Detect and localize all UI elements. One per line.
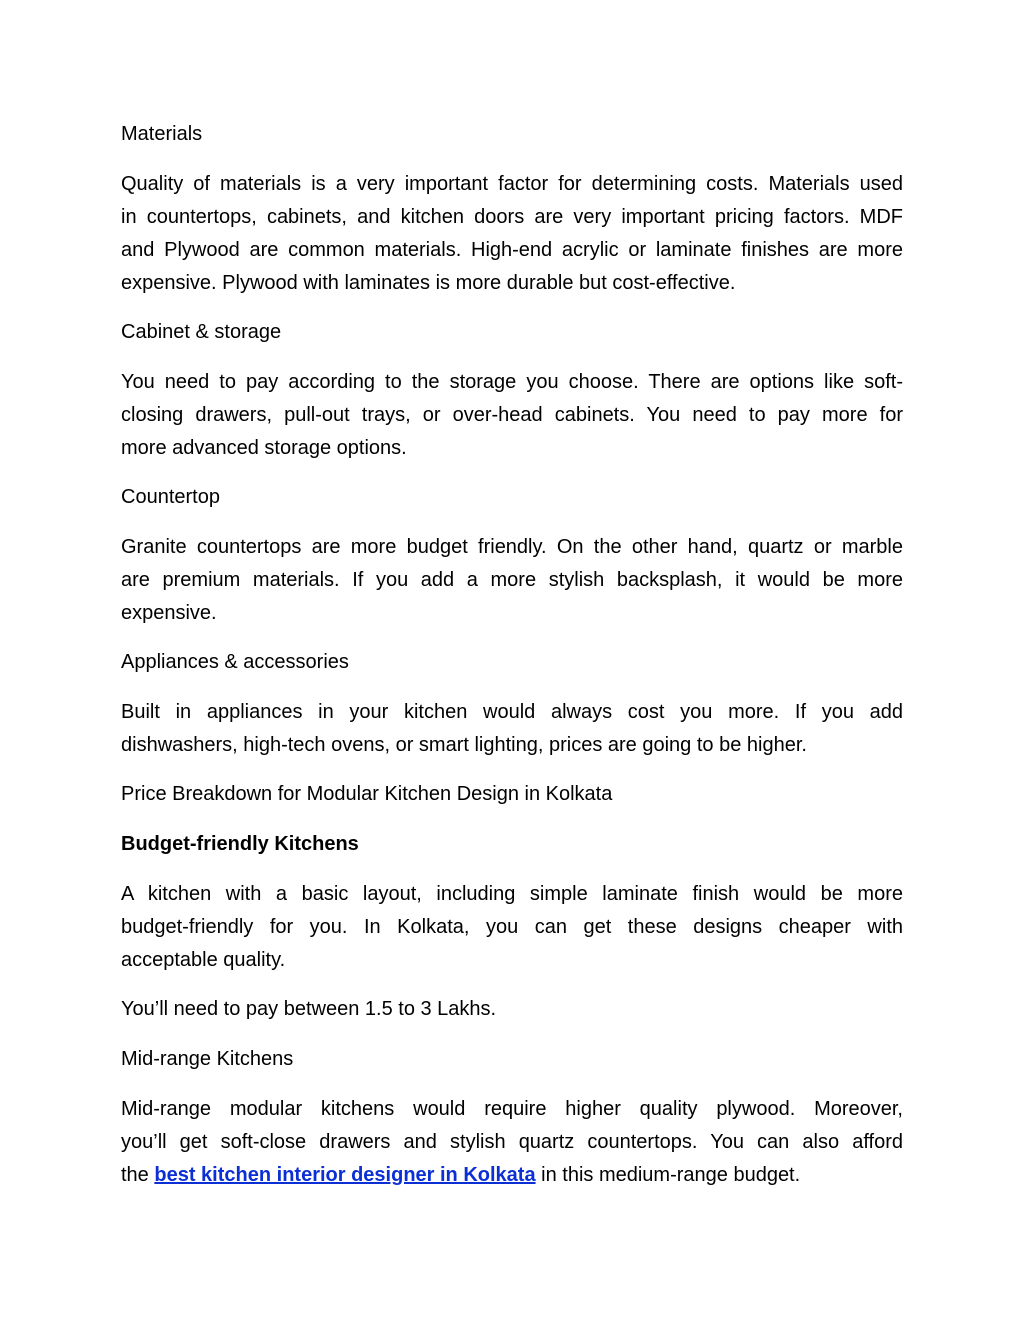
budget-line-1: A kitchen with a basic layout, including simple laminate finish would be more — [121, 883, 903, 905]
midrange-line-2: you’ll get soft-close drawers and stylish quartz countertops. You can also afford — [121, 1131, 903, 1153]
cabinet-heading: Cabinet & storage — [121, 321, 282, 343]
appliances-heading: Appliances & accessories — [121, 651, 349, 673]
midrange-line-3 — [121, 1159, 903, 1192]
price-breakdown-heading: Price Breakdown for Modular Kitchen Design in Kolkata — [121, 783, 613, 805]
countertop-line-3: expensive. — [121, 602, 217, 624]
countertop-heading: Countertop — [121, 486, 220, 508]
countertop-line-2: are premium materials. If you add a more stylish backsplash, it would be more — [121, 569, 903, 591]
countertop-line-1: Granite countertops are more budget friendly. On the other hand, quartz or marble — [121, 536, 903, 558]
budget-line-2: budget-friendly for you. In Kolkata, you can get these designs cheaper with — [121, 916, 903, 938]
budget-friendly-heading: Budget-friendly Kitchens — [121, 833, 359, 855]
materials-line-3: and Plywood are common materials. High-end acrylic or laminate finishes are more — [121, 239, 903, 261]
midrange-line-3-prefix: the — [121, 1164, 149, 1186]
materials-heading: Materials — [121, 123, 203, 145]
budget-line-3: acceptable quality. — [121, 949, 286, 971]
cabinet-line-2: closing drawers, pull-out trays, or over-head cabinets. You need to pay more for — [121, 404, 903, 426]
midrange-heading: Mid-range Kitchens — [121, 1048, 294, 1070]
appliances-line-1: Built in appliances in your kitchen would always cost you more. If you add — [121, 701, 903, 723]
budget-price: You’ll need to pay between 1.5 to 3 Lakhs. — [121, 998, 497, 1020]
cabinet-line-3: more advanced storage options. — [121, 437, 407, 459]
materials-line-1: Quality of materials is a very important factor for determining costs. Materials used — [121, 173, 903, 195]
materials-line-4: expensive. Plywood with laminates is more durable but cost-effective. — [121, 272, 736, 294]
kitchen-designer-link[interactable]: best kitchen interior designer in Kolkata — [154, 1164, 536, 1186]
midrange-line-3-suffix: in this medium-range budget. — [541, 1164, 801, 1186]
midrange-line-1: Mid-range modular kitchens would require higher quality plywood. Moreover, — [121, 1098, 903, 1120]
appliances-line-2: dishwashers, high-tech ovens, or smart lighting, prices are going to be higher. — [121, 734, 807, 756]
cabinet-line-1: You need to pay according to the storage you choose. There are options like soft- — [121, 371, 903, 393]
materials-line-2: in countertops, cabinets, and kitchen doors are very important pricing factors. MDF — [121, 206, 903, 228]
